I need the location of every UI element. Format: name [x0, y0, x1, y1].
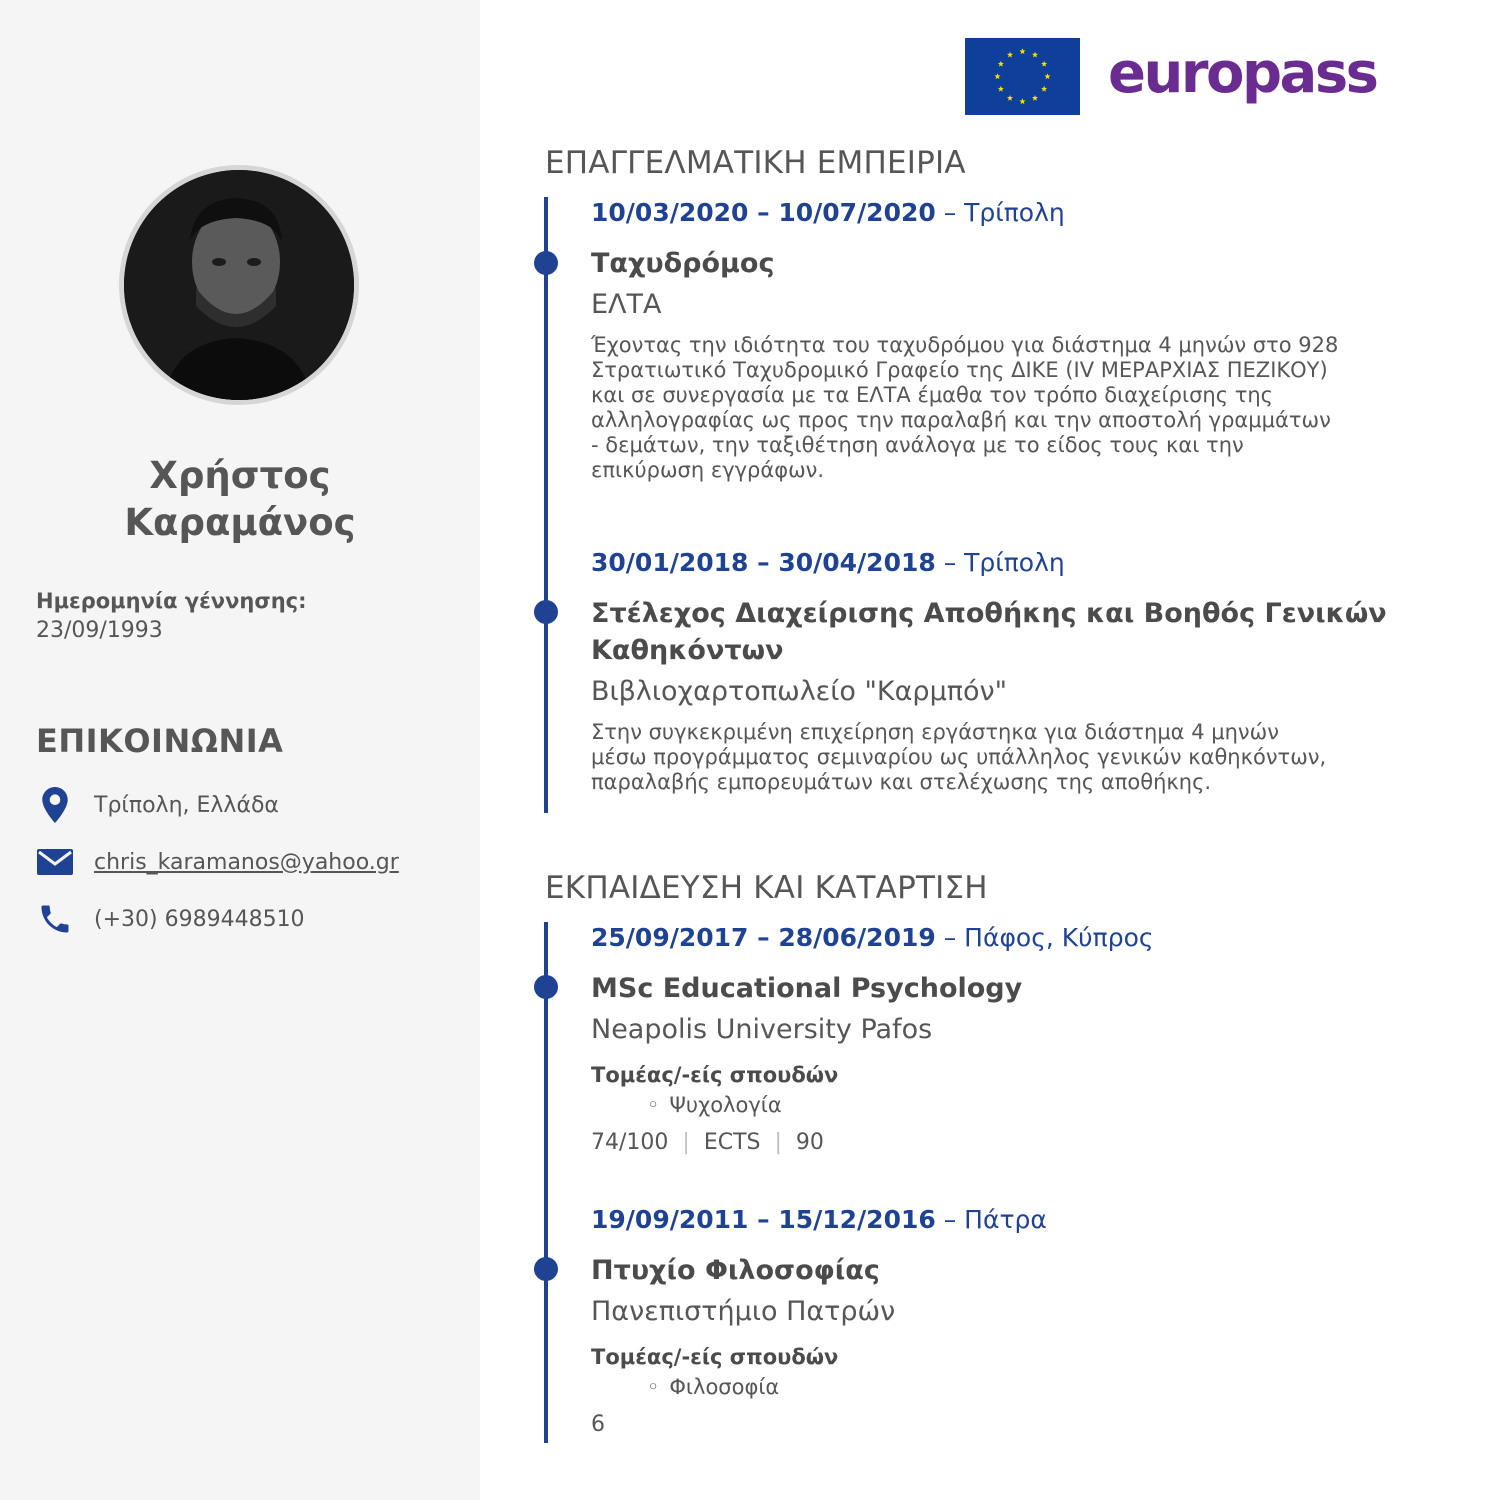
envelope-icon	[36, 843, 74, 881]
contact-heading: ΕΠΙΚΟΙΝΩΝΙΑ	[36, 722, 284, 760]
europass-wordmark: europass	[1108, 40, 1377, 106]
contact-phone	[36, 900, 305, 938]
grade: 74/100	[591, 1130, 669, 1155]
field-of-study-label: Τομέας/-είς σπουδών	[591, 1063, 839, 1087]
entry-date: 30/01/2018 – 30/04/2018 – Τρίπολη	[591, 548, 1065, 577]
experience-timeline	[544, 197, 548, 813]
entry-date: 19/09/2011 – 15/12/2016 – Πάτρα	[591, 1205, 1047, 1234]
entry-date: 25/09/2017 – 28/06/2019 – Πάφος, Κύπρος	[591, 923, 1154, 952]
experience-heading: ΕΠΑΓΓΕΛΜΑΤΙΚΗ ΕΜΠΕΙΡΙΑ	[545, 145, 966, 181]
timeline-dot	[534, 1257, 558, 1281]
entry-employer: Βιβλιοχαρτοπωλείο "Καρμπόν"	[591, 676, 1008, 707]
date-of-birth	[36, 586, 307, 646]
last-name: Καραμάνος	[124, 501, 356, 544]
education-entry	[591, 1203, 1421, 1440]
grade: 6	[591, 1412, 605, 1437]
dob-label: Ημερομηνία γέννησης:	[36, 589, 307, 613]
entry-degree: Πτυχίο Φιλοσοφίας	[591, 1255, 880, 1286]
field-of-study-label: Τομέας/-είς σπουδών	[591, 1345, 839, 1369]
first-name: Χρήστος	[149, 454, 331, 497]
entry-grade-row	[591, 1128, 1421, 1158]
full-name	[40, 452, 440, 546]
entry-role: Στέλεχος Διαχείρισης Αποθήκης και Βοηθός Γενικών Καθηκόντων	[591, 598, 1387, 666]
eu-flag-icon	[965, 38, 1080, 115]
education-heading: ΕΚΠΑΙΔΕΥΣΗ ΚΑΙ ΚΑΤΑΡΤΙΣΗ	[545, 870, 988, 906]
entry-degree: MSc Educational Psychology	[591, 973, 1023, 1004]
europass-logo	[965, 38, 1376, 115]
phone-text: (+30) 6989448510	[94, 906, 305, 932]
entry-date: 10/03/2020 – 10/07/2020 – Τρίπολη	[591, 198, 1065, 227]
contact-email[interactable]	[36, 843, 399, 881]
contact-location	[36, 786, 279, 824]
experience-entry	[591, 546, 1421, 795]
entry-employer: ΕΛΤΑ	[591, 289, 662, 320]
avatar	[119, 165, 359, 405]
person-photo-icon	[124, 170, 354, 400]
timeline-dot	[534, 600, 558, 624]
entry-institution: Neapolis University Pafos	[591, 1014, 933, 1045]
education-entry	[591, 921, 1421, 1158]
profile-photo	[124, 170, 354, 400]
phone-icon	[36, 900, 74, 938]
entry-institution: Πανεπιστήμιο Πατρών	[591, 1296, 896, 1327]
entry-description: Έχοντας την ιδιότητα του ταχυδρόμου για διάστημα 4 μηνών στο 928 Στρατιωτικό Ταχυδρομικό Γραφείο της ΔΙΚΕ (IV ΜΕΡΑΡΧΙΑΣ ΠΕΖΙΚΟΥ) και σε συνεργασία με τα ΕΛΤΑ έμαθα τον τρόπο διαχείρισης της αλληλογραφίας ως προς την παραλαβή και την αποστολή γραμμάτων - δεμάτων, την ταξιθέτηση ανάλογα με το είδος τους και την επικύρωση εγγράφων.	[591, 333, 1339, 482]
timeline-dot	[534, 975, 558, 999]
entry-description: Στην συγκεκριμένη επιχείρηση εργάστηκα για διάστημα 4 μηνών μέσω προγράμματος σεμιναρίου ως υπάλληλος γενικών καθηκόντων, παραλαβής εμπορευμάτων και στελέχωσης της αποθήκης.	[591, 720, 1327, 794]
email-link[interactable]: chris_karamanos@yahoo.gr	[94, 849, 399, 875]
field-of-study: ◦ Ψυχολογία	[591, 1090, 1421, 1120]
dob-value: 23/09/1993	[36, 618, 163, 643]
credit-label: ECTS	[703, 1130, 761, 1155]
credits: 90	[795, 1130, 824, 1155]
timeline-dot	[534, 251, 558, 275]
experience-entry	[591, 196, 1421, 483]
entry-role: Ταχυδρόμος	[591, 248, 775, 279]
location-text: Τρίπολη, Ελλάδα	[94, 792, 279, 818]
separator: |	[682, 1130, 690, 1155]
education-timeline	[544, 922, 548, 1443]
field-of-study: ◦ Φιλοσοφία	[591, 1372, 1421, 1402]
location-pin-icon	[36, 786, 74, 824]
separator: |	[774, 1130, 782, 1155]
sidebar	[0, 0, 480, 1500]
